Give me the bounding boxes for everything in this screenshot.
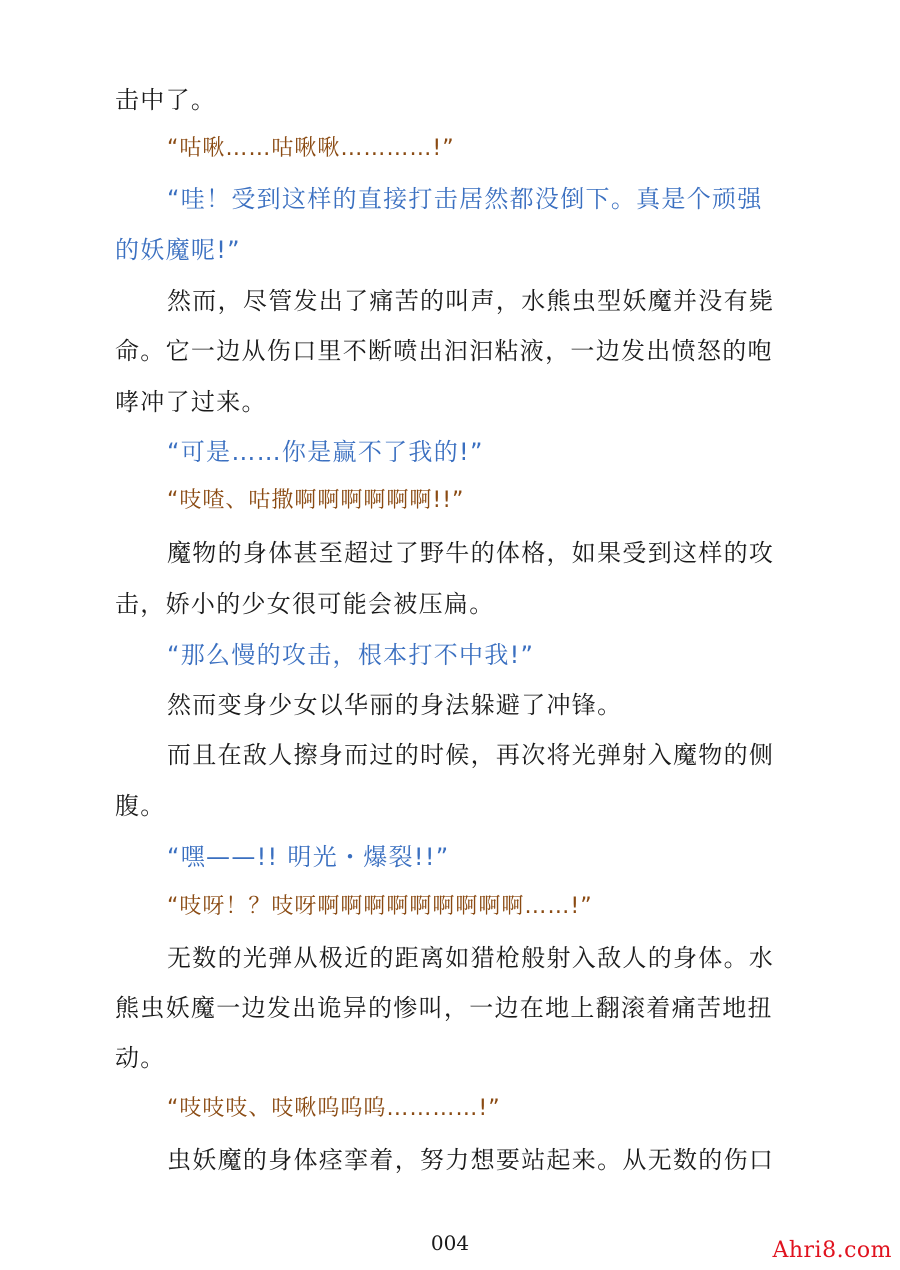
text-line: 熊虫妖魔一边发出诡异的惨叫，一边在地上翻滚着痛苦地扭 [115,994,773,1022]
text-line: 腹。 [115,792,166,820]
text-line: 无数的光弹从极近的距离如猎枪般射入敌人的身体。水 [167,944,775,972]
dialogue-monster: “咕啾……咕啾啾…………!” [167,136,455,161]
text-line: 而且在敌人擦身而过的时候，再次将光弹射入魔物的侧 [167,741,775,769]
text-line: 然而，尽管发出了痛苦的叫声，水熊虫型妖魔并没有毙 [167,287,775,315]
watermark: Ahri8.com [772,1238,892,1263]
dialogue-girl: “哇！受到这样的直接打击居然都没倒下。真是个顽强 [167,185,763,213]
text-line: 动。 [115,1044,166,1072]
dialogue-girl: “那么慢的攻击，根本打不中我!” [167,641,535,669]
dialogue-monster: “吱喳、咕撒啊啊啊啊啊啊!!” [167,488,465,513]
dialogue-monster: “吱吱吱、吱啾呜呜呜…………!” [167,1096,501,1121]
text-line: 击中了。 [115,86,217,114]
dialogue-monster: “吱呀！？吱呀啊啊啊啊啊啊啊啊啊……!” [167,894,593,919]
dialogue-girl: 的妖魔呢!” [115,236,241,264]
text-line: 命。它一边从伤口里不断喷出汩汩粘液，一边发出愤怒的咆 [115,337,773,365]
dialogue-girl: “可是……你是赢不了我的!” [167,438,484,466]
text-line: 然而变身少女以华丽的身法躲避了冲锋。 [167,691,623,719]
text-line: 哮冲了过来。 [115,388,267,416]
page-number: 004 [430,1231,470,1255]
text-line: 虫妖魔的身体痉挛着，努力想要站起来。从无数的伤口 [167,1146,775,1174]
dialogue-girl: “嘿——!! 明光・爆裂!!” [167,843,450,871]
text-line: 魔物的身体甚至超过了野牛的体格，如果受到这样的攻 [167,539,775,567]
text-line: 击，娇小的少女很可能会被压扁。 [115,590,495,618]
